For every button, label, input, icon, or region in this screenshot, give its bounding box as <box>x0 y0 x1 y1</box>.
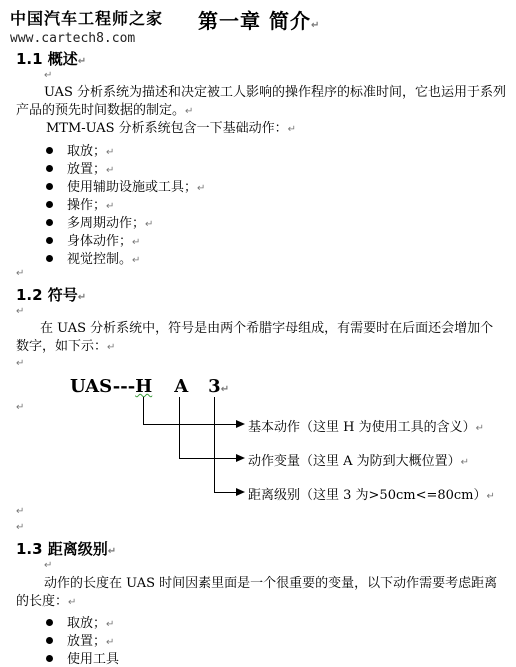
basic-actions-intro: MTM-UAS 分析系统包含一下基础动作：↵ <box>46 121 297 136</box>
paragraph-mark: ↵ <box>44 70 53 81</box>
list-item: 视觉控制。↵ <box>46 248 140 267</box>
paragraph-mark: ↵ <box>16 268 25 279</box>
list-item: 使用辅助设施或工具；↵ <box>46 176 205 195</box>
arrow-right-icon <box>236 453 246 463</box>
symbol-3: 3 <box>208 376 221 397</box>
connector-3-vertical <box>214 397 215 493</box>
section-heading-distance: 1.3 距离级别↵ <box>16 540 117 558</box>
paragraph-mark: ↵ <box>44 560 53 571</box>
label-distance-class: 距离级别（这里 3 为>50cm<=80cm）↵ <box>248 488 495 503</box>
connector-a-horizontal <box>179 458 239 459</box>
paragraph-mark: ↵ <box>16 506 25 517</box>
paragraph-mark: ↵ <box>16 306 25 317</box>
connector-a-vertical <box>179 397 180 459</box>
list-item: 放置；↵ <box>46 630 114 649</box>
list-item: 取放；↵ <box>46 140 114 159</box>
arrow-right-icon <box>236 419 246 429</box>
site-title: 中国汽车工程师之家 <box>10 9 164 28</box>
uas-symbol-formula: UAS---H A 3↵ <box>70 376 230 397</box>
label-basic-action: 基本动作（这里 H 为使用工具的含义）↵ <box>248 420 484 435</box>
arrow-right-icon <box>236 487 246 497</box>
list-item: 操作；↵ <box>46 194 114 213</box>
symbol-h: H <box>135 376 153 397</box>
paragraph-mark: ↵ <box>16 358 25 369</box>
distance-paragraph: 动作的长度在 UAS 时间因素里面是一个很重要的变量，以下动作需要考虑距离的长度：↵ <box>16 576 498 609</box>
list-item: 使用工具 <box>46 648 119 667</box>
list-item: 取放；↵ <box>46 612 114 631</box>
paragraph-mark: ↵ <box>16 402 25 413</box>
section-heading-symbols: 1.2 符号↵ <box>16 286 87 304</box>
section-heading-overview: 1.1 概述↵ <box>16 50 87 68</box>
chapter-title: 第一章 简介↵ <box>198 9 321 33</box>
label-action-variable: 动作变量（这里 A 为防到大概位置）↵ <box>248 454 470 469</box>
list-item: 身体动作；↵ <box>46 230 140 249</box>
list-item: 多周期动作；↵ <box>46 212 153 231</box>
symbols-paragraph: 在 UAS 分析系统中，符号是由两个希腊字母组成，有需要时在后面还会增加个数字，如下示：↵ <box>16 321 494 354</box>
overview-paragraph: UAS 分析系统为描述和决定被工人影响的操作程序的标准时间，它也运用于系列产品的预先时间数据的制定。↵ <box>16 85 506 118</box>
paragraph-mark: ↵ <box>16 522 25 533</box>
symbol-a: A <box>174 376 189 397</box>
site-url: www.cartech8.com <box>10 31 136 46</box>
list-item: 放置；↵ <box>46 158 114 177</box>
connector-h-vertical <box>143 397 144 425</box>
connector-h-horizontal <box>143 424 239 425</box>
